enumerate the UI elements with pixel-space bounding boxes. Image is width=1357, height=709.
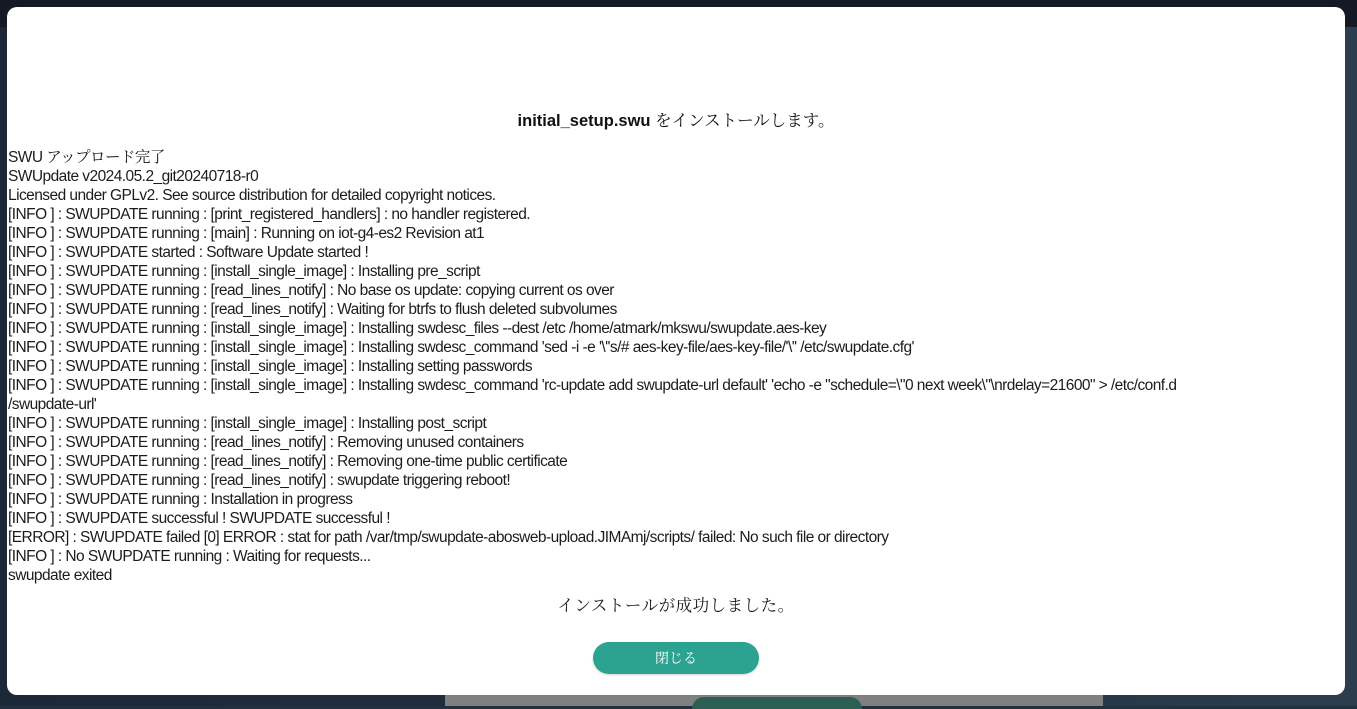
log-line: [INFO ] : SWUPDATE running : [install_single_image] : Installing swdesc_command 'sed -i -e '\''s/# aes-key-file/aes-key-file/'\'' /etc/swupdate.cfg' [8,339,914,356]
log-line: [INFO ] : SWUPDATE running : [read_lines_notify] : swupdate triggering reboot! [8,472,511,489]
log-line: [INFO ] : SWUPDATE running : Installation in progress [8,491,353,508]
log-line: [INFO ] : SWUPDATE running : [install_single_image] : Installing swdesc_command 'rc-update add swupdate-url default' 'echo -e "schedule=\"0 next week\"\nrdelay=21600" > /etc/conf.d [8,377,1177,394]
dialog-title [7,110,1345,132]
log-line: [ERROR] : SWUPDATE failed [0] ERROR : stat for path /var/tmp/swupdate-abosweb-upload.JIMAmj/scripts/ failed: No such file or directory [8,529,889,546]
install-log [7,148,1345,585]
install-dialog [7,7,1345,695]
log-line: swupdate exited [8,567,112,584]
result-message: インストールが成功しました。 [557,597,795,615]
close-button[interactable]: 閉じる [593,642,759,674]
log-line: SWU アップロード完了 [8,149,165,166]
log-line: [INFO ] : SWUPDATE running : [read_lines_notify] : Removing unused containers [8,434,524,451]
log-line: [INFO ] : SWUPDATE running : [install_single_image] : Installing post_script [8,415,487,432]
dialog-title-filename: initial_setup.swu [517,112,651,130]
log-line: /swupdate-url' [8,396,97,413]
log-line: [INFO ] : SWUPDATE running : [print_registered_handlers] : no handler registered. [8,206,531,223]
log-line: [INFO ] : No SWUPDATE running : Waiting for requests... [8,548,371,565]
log-line: [INFO ] : SWUPDATE running : [install_single_image] : Installing swdesc_files --dest /etc /home/atmark/mkswu/swupdate.aes-key [8,320,827,337]
log-line: [INFO ] : SWUPDATE running : [read_lines_notify] : No base os update: copying current os over [8,282,614,299]
log-line: [INFO ] : SWUPDATE running : [install_single_image] : Installing pre_script [8,263,480,280]
log-line: [INFO ] : SWUPDATE running : [main] : Running on iot-g4-es2 Revision at1 [8,225,485,242]
dialog-title-suffix: をインストールします。 [650,112,835,130]
background-button [692,697,862,709]
log-line: SWUpdate v2024.05.2_git20240718-r0 [8,168,259,185]
log-line: [INFO ] : SWUPDATE running : [read_lines_notify] : Removing one-time public certificate [8,453,568,470]
log-line: [INFO ] : SWUPDATE running : [read_lines_notify] : Waiting for btrfs to flush deleted subvolumes [8,301,617,318]
log-line: [INFO ] : SWUPDATE running : [install_single_image] : Installing setting passwords [8,358,533,375]
log-line: [INFO ] : SWUPDATE successful ! SWUPDATE successful ! [8,510,390,527]
log-line: [INFO ] : SWUPDATE started : Software Update started ! [8,244,369,261]
log-line: Licensed under GPLv2. See source distribution for detailed copyright notices. [8,187,496,204]
